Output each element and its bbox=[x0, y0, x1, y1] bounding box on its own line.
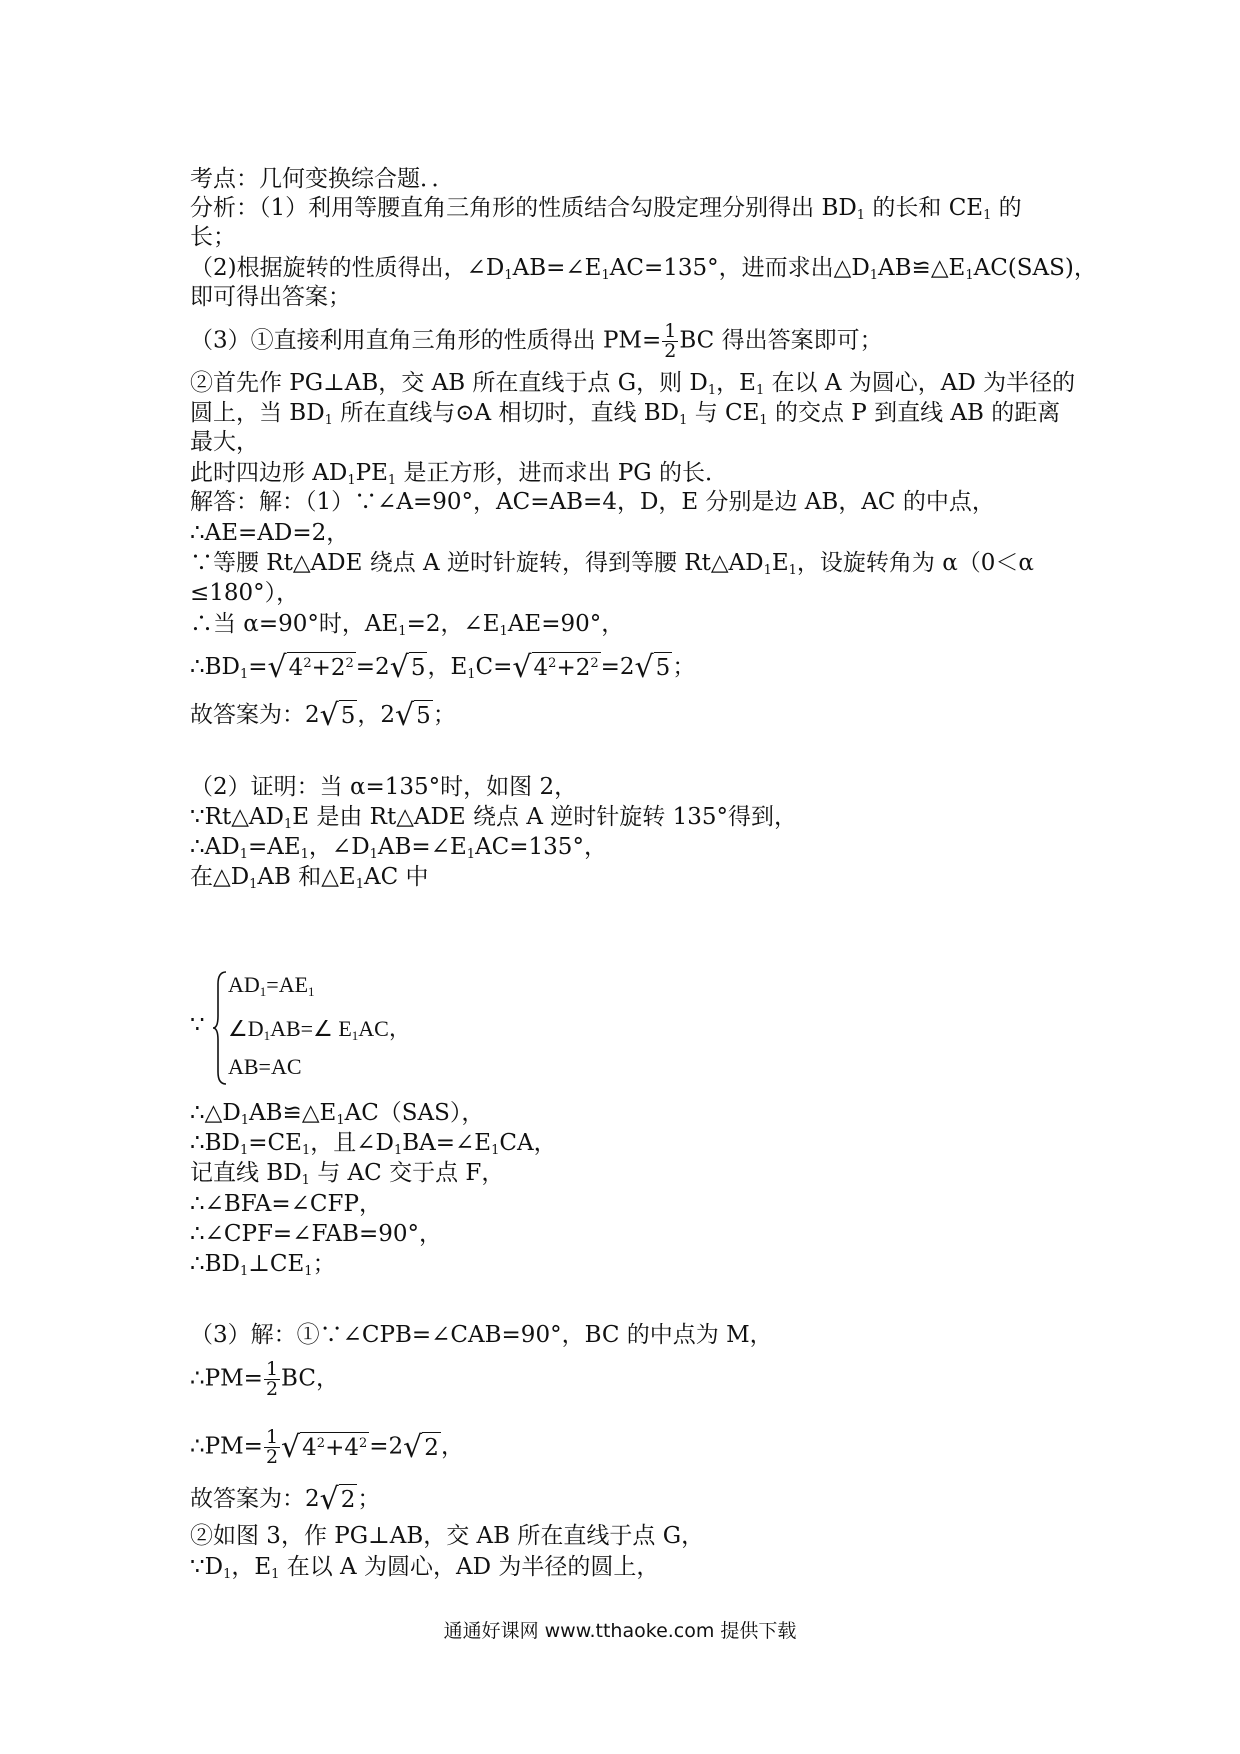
part2-line-6: $\therefore BD_1=CE_1$，且$\angle D_1BA=\angle E_1CA$， bbox=[190, 1130, 557, 1158]
because-symbol: ∵ bbox=[190, 1012, 205, 1038]
part2-line-1: （2）证明：当 α=135°时，如图 2， bbox=[190, 774, 578, 800]
radical: √2 bbox=[319, 1482, 356, 1517]
fraction-half: $\frac{1}{2}$ bbox=[664, 320, 677, 362]
analysis-line-1b: 长； bbox=[190, 224, 236, 250]
solution-line-3b: ≤180°）， bbox=[190, 580, 300, 606]
solution-line-2: ∴AE=AD=2， bbox=[190, 520, 350, 546]
analysis-line-4b: 圆上，当 $BD_1$ 所在直线与⊙A 相切时，直线 $BD_1$ 与 $CE_1$ 的交点 P 到直线 AB 的距离 bbox=[190, 400, 1061, 428]
analysis-line-2b: 即可得出答案； bbox=[190, 284, 351, 310]
analysis-line-4c: 最大， bbox=[190, 429, 259, 455]
radical: $√4^2+2^2$ bbox=[267, 650, 354, 685]
radical: $√4^2+2^2$ bbox=[512, 650, 599, 685]
analysis-line-3: （3）①直接利用直角三角形的性质得出 PM= $\frac{1}{2}$ BC 得出答案即可； bbox=[190, 320, 883, 362]
part2-line-10: $\therefore BD_1\perp CE_1$； bbox=[190, 1251, 336, 1279]
radical: $√4^2+4^2$ bbox=[281, 1429, 368, 1465]
radical: √5 bbox=[319, 698, 356, 733]
part3-line-6: $\because D_1$，$E_1$ 在以 A 为圆心，AD 为半径的圆上， bbox=[190, 1554, 660, 1582]
part2-line-5: $\therefore\triangle D_1AB≌\triangle E_1AC(SAS)$， bbox=[190, 1100, 485, 1128]
fraction-half: $\frac{1}{2}$ bbox=[265, 1358, 279, 1400]
page-footer: 通通好课网 www.tthaoke.com 提供下载 bbox=[443, 1620, 797, 1642]
part2-line-8: ∴∠BFA=∠CFP， bbox=[190, 1191, 382, 1217]
analysis-line-2: （2)根据旋转的性质得出，$\angle D_1AB=\angle E_1AC=135^\circ$，进而求出$\triangle D_1AB≌\triangle E_1AC(SAS)$， bbox=[190, 255, 1097, 283]
radical: √5 bbox=[395, 698, 431, 733]
part3-line-3: ∴PM= $\frac{1}{2}$ $√4^2+4^2=2√2$， bbox=[190, 1426, 464, 1468]
part2-line-2: $\because Rt\triangle AD_1E$ 是由 Rt△ADE 绕点 A 逆时针旋转 135°得到， bbox=[190, 804, 797, 832]
radical: √5 bbox=[389, 650, 426, 685]
radical: √5 bbox=[634, 650, 671, 685]
radical: √2 bbox=[403, 1429, 439, 1465]
solution-line-6: 故答案为：2√5，2√5； bbox=[190, 698, 456, 733]
analysis-line-1: 分析：（1）利用等腰直角三角形的性质结合勾股定理分别得出 $BD_1$ 的长和 $CE_1$ 的 bbox=[190, 195, 1022, 223]
system-row-3: AB=AC bbox=[228, 1054, 302, 1079]
equation-system bbox=[190, 970, 490, 1086]
analysis-line-4d: 此时四边形 $AD_1PE_1$ 是正方形，进而求出 PG 的长． bbox=[190, 460, 728, 488]
solution-line-1: 解答：解：（1）∵∠A=90°，AC=AB=4，D，E 分别是边 AB，AC 的中点， bbox=[190, 489, 995, 515]
system-row-2: $\angle D_1AB=\angle$ $E_1AC$， bbox=[228, 1016, 411, 1043]
fraction-half: $\frac{1}{2}$ bbox=[265, 1426, 279, 1468]
system-row-1: $AD_1=AE_1$ bbox=[228, 972, 315, 999]
part3-line-2: ∴PM= $\frac{1}{2}$ BC， bbox=[190, 1358, 339, 1400]
part2-line-3: $\therefore AD_1=AE_1$，$\angle D_1AB=\angle E_1AC=135^\circ$， bbox=[190, 834, 607, 862]
part2-line-9: ∴∠CPF=∠FAB=90°， bbox=[190, 1221, 442, 1247]
solution-line-4: ∴当 α=90°时，$AE_1=2$，$\angle E_1AE=90^\circ$， bbox=[190, 611, 625, 639]
part3-line-5: ②如图 3，作 PG⊥AB，交 AB 所在直线于点 G， bbox=[190, 1523, 705, 1549]
part3-line-1: （3）解：①∵∠CPB=∠CAB=90°，BC 的中点为 M， bbox=[190, 1322, 773, 1348]
part2-line-7: 记直线 $BD_1$ 与 AC 交于点 F， bbox=[190, 1160, 505, 1188]
part3-line-4: 故答案为：2√2； bbox=[190, 1482, 381, 1517]
analysis-line-4: ②首先作 PG⊥AB，交 AB 所在直线于点 G，则 $D_1$，$E_1$ 在以 A 为圆心，AD 为半径的 bbox=[190, 370, 1076, 398]
left-brace-icon bbox=[212, 970, 228, 1086]
kaodian-line: 考点：几何变换综合题．． bbox=[190, 166, 455, 192]
solution-line-5: $\therefore BD_1=√4^2+2^2=2√5$，$E_1C=√4^2+2^2=2√5$； bbox=[190, 650, 696, 685]
solution-line-3: ∵等腰 Rt△ADE 绕点 A 逆时针旋转，得到等腰 $Rt\triangle AD_1E_1$，设旋转角为 α（0＜α bbox=[190, 550, 1034, 578]
part2-line-4: 在$\triangle D_1AB$ 和$\triangle E_1AC$ 中 bbox=[190, 864, 429, 892]
